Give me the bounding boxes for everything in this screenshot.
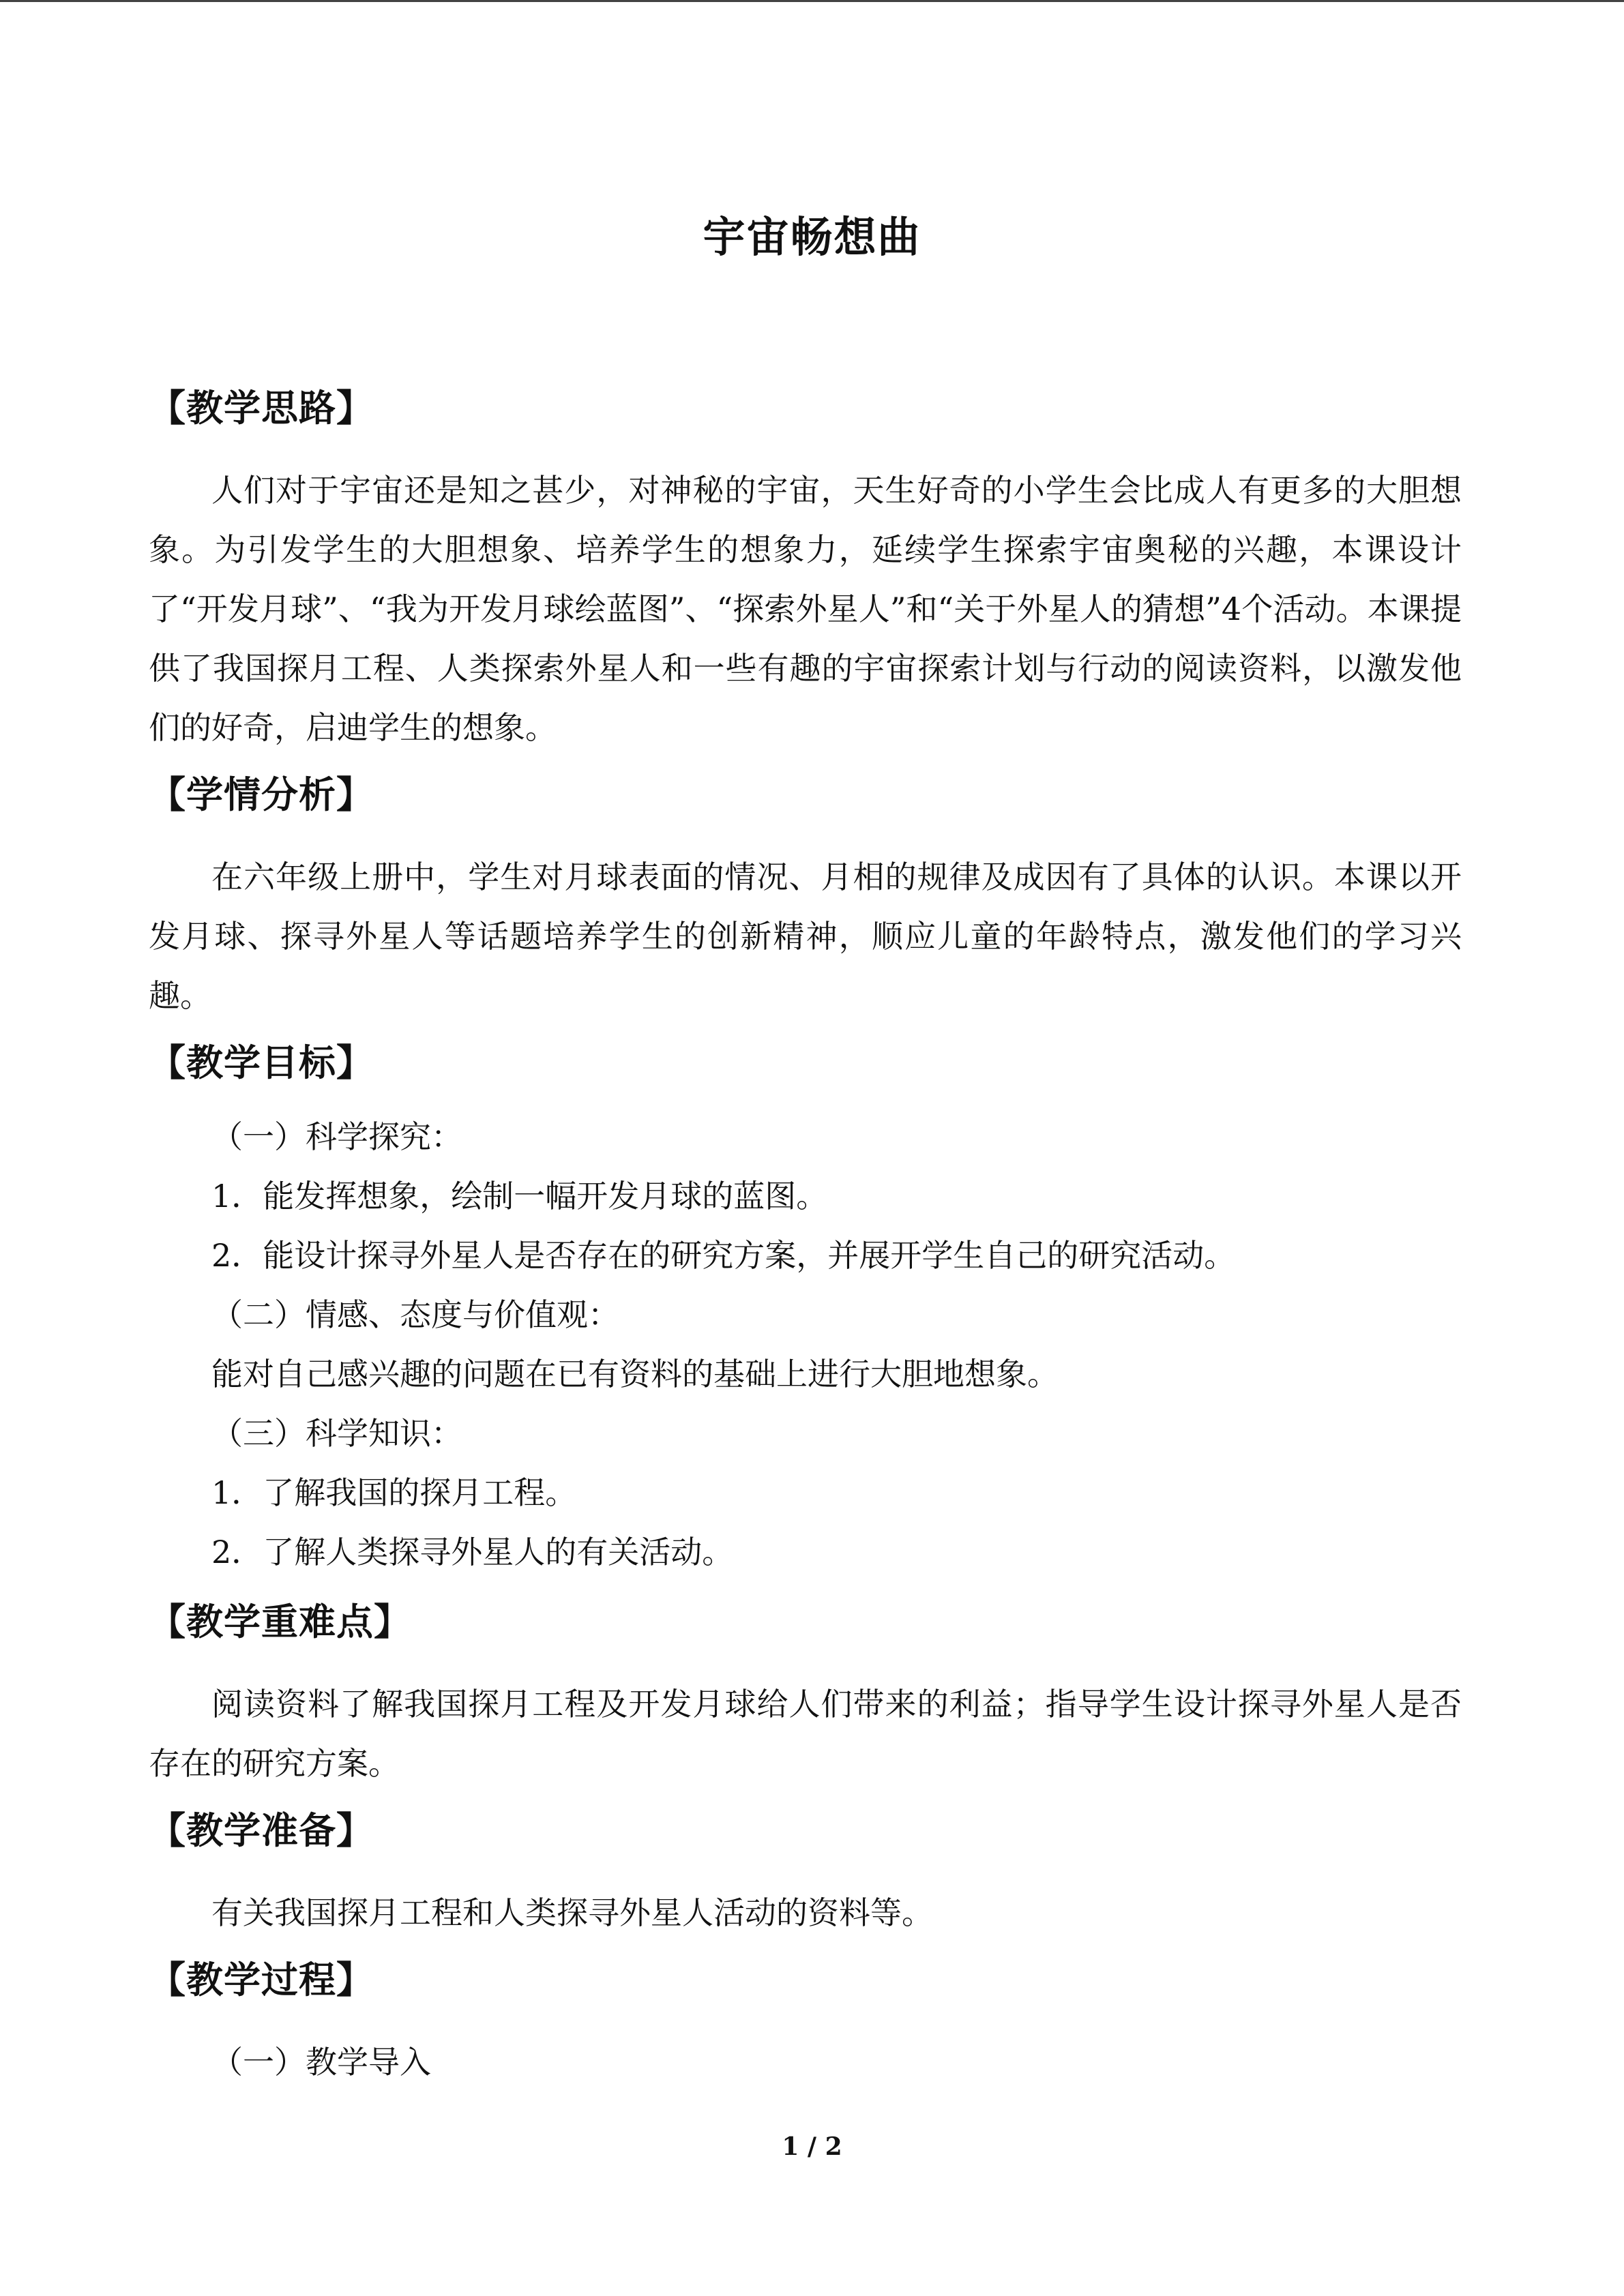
- list-item: 2．能设计探寻外星人是否存在的研究方案，并展开学生自己的研究活动。: [211, 1237, 1236, 1274]
- section-heading: 【教学思路】: [149, 386, 374, 430]
- section-teaching-approach: [149, 381, 1462, 758]
- section-teaching-objectives: [149, 1035, 1462, 1582]
- document-title: 宇宙畅想曲: [703, 212, 921, 262]
- subheading: （一）科学探究：: [211, 1118, 462, 1155]
- subheading: （三）科学知识：: [211, 1415, 462, 1452]
- list-item: 1．了解我国的探月工程。: [211, 1474, 577, 1511]
- section-key-difficulties: [149, 1594, 1462, 1793]
- section-heading: 【教学重难点】: [149, 1600, 411, 1643]
- section-paragraph: 能对自己感兴趣的问题在已有资料的基础上进行大胆地想象。: [211, 1356, 1059, 1392]
- section-paragraph: 在六年级上册中，学生对月球表面的情况、月相的规律及成因有了具体的认识。本课以开发月球、探寻外星人等话题培养学生的创新精神，顺应儿童的年龄特点，激发他们的学习兴趣。: [149, 859, 1462, 1014]
- list-item: 2．了解人类探寻外星人的有关活动。: [211, 1534, 734, 1570]
- section-preparation: [149, 1803, 1462, 1943]
- section-paragraph: 人们对于宇宙还是知之甚少，对神秘的宇宙，天生好奇的小学生会比成人有更多的大胆想象。为引发学生的大胆想象、培养学生的想象力，延续学生探索宇宙奥秘的兴趣，本课设计了“开发月球”、“我为开发月球绘蓝图”、“探索外星人”和“关于外星人的猜想”4个活动。本课提供了我国探月工程、人类探索外星人和一些有趣的宇宙探索计划与行动的阅读资料，以激发他们的好奇，启迪学生的想象。: [149, 472, 1462, 746]
- document-body: [149, 381, 1462, 2092]
- section-heading: 【教学准备】: [149, 1808, 374, 1852]
- subheading: （一）教学导入: [211, 2044, 431, 2081]
- list-item: 1．能发挥想象，绘制一幅开发月球的蓝图。: [211, 1178, 828, 1214]
- section-heading: 【学情分析】: [149, 773, 374, 816]
- section-teaching-process: [149, 1952, 1462, 2092]
- section-paragraph: 有关我国探月工程和人类探寻外星人活动的资料等。: [211, 1894, 933, 1931]
- subheading: （二）情感、态度与价值观：: [211, 1296, 619, 1333]
- section-learner-analysis: [149, 767, 1462, 1026]
- section-heading: 【教学目标】: [149, 1041, 374, 1084]
- page-number: 1 / 2: [782, 2132, 842, 2161]
- section-paragraph: 阅读资料了解我国探月工程及开发月球给人们带来的利益；指导学生设计探寻外星人是否存在的研究方案。: [149, 1686, 1462, 1782]
- section-heading: 【教学过程】: [149, 1958, 374, 2001]
